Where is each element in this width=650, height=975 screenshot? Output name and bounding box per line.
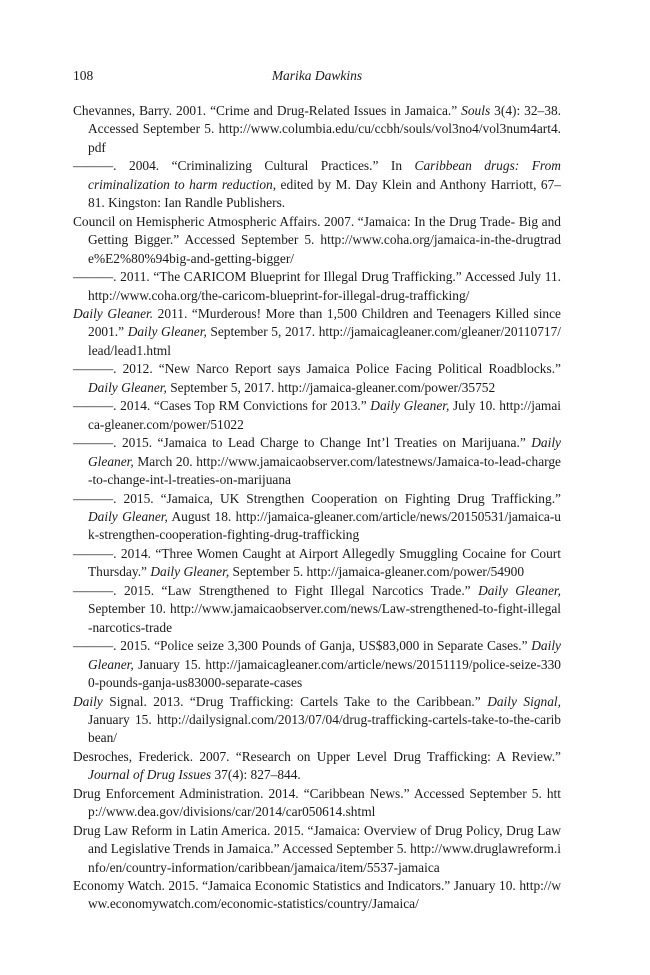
reference-url: http://jamaica-gleaner.com/power/35752 xyxy=(277,379,496,395)
reference-italic-text: Daily Gleaner, xyxy=(88,435,561,469)
reference-url: http://jamaica-gleaner.com/article/news/20150531/jamaica-uk-strengthen-cooperation-fighting-drug-trafficking xyxy=(88,508,561,543)
reference-text: ———. 2015. “Jamaica, UK Strengthen Cooperation on Fighting Drug Trafficking.” xyxy=(73,490,561,506)
reference-italic-text: Daily Gleaner, xyxy=(478,582,561,598)
reference-text: September 5, 2017. xyxy=(166,379,278,395)
reference-italic-text: Daily Gleaner, xyxy=(88,379,167,395)
reference-text: Desroches, Frederick. 2007. “Research on Upper Level Drug Trafficking: A Review.” xyxy=(73,748,561,764)
reference-text: ———. 2011. “The CARICOM Blueprint for Illegal Drug Trafficking.” Accessed July 11. xyxy=(73,269,561,285)
reference-text: January 15. xyxy=(88,711,158,727)
reference-text: Chevannes, Barry. 2001. “Crime and Drug-Related Issues in Jamaica.” xyxy=(73,103,462,118)
reference-entry xyxy=(73,822,561,877)
reference-url: http://www.coha.org/the-caricom-blueprint-for-illegal-drug-trafficking/ xyxy=(88,287,470,303)
page-header xyxy=(73,68,561,88)
reference-text: July 10. xyxy=(449,398,500,414)
reference-italic-text: Souls xyxy=(461,103,491,118)
reference-italic-text: Daily Gleaner, xyxy=(88,508,168,524)
reference-text: September 5, 2017. xyxy=(206,324,319,340)
reference-text: January 15. xyxy=(133,656,206,672)
reference-url: http://jamaicagleaner.com/article/news/20151119/police-seize-3300-pounds-ganja-us83000-separate-cases xyxy=(88,656,561,691)
running-head: Marika Dawkins xyxy=(271,68,363,83)
reference-url: http://www.economywatch.com/economic-statistics/country/Jamaica/ xyxy=(88,878,561,912)
reference-italic-text: Journal of Drug Issues xyxy=(88,767,212,783)
reference-entry xyxy=(73,360,561,397)
reference-text: August 18. xyxy=(167,508,236,524)
reference-italic-text: Daily Gleaner, xyxy=(127,324,207,340)
reference-url: http://dailysignal.com/2013/07/04/drug-trafficking-cartels-take-to-the-caribbean/ xyxy=(88,711,561,746)
reference-entry xyxy=(73,785,561,822)
reference-text: September 10. xyxy=(88,601,170,617)
reference-text: 3(4): 32–38. Accessed September 5. xyxy=(88,103,561,137)
reference-text: edited by M. Day Klein and Anthony Harriott, 67–81. Kingston: Ian Randle Publishers. xyxy=(88,176,561,211)
reference-text: ———. 2015. “Police seize 3,300 Pounds of Ganja, US$83,000 in Separate Cases.” xyxy=(73,638,532,654)
reference-entry xyxy=(73,637,561,692)
reference-text: ———. 2015. “Law Strengthened to Fight Illegal Narcotics Trade.” xyxy=(73,582,479,598)
reference-entry xyxy=(73,748,561,785)
reference-entry xyxy=(73,545,561,582)
reference-url: http://www.druglawreform.info/en/country-information/caribbean/jamaica/item/5537-jamaica xyxy=(88,841,561,875)
reference-italic-text: Daily Gleaner, xyxy=(88,638,561,672)
reference-entry xyxy=(73,213,561,268)
reference-text: ———. 2004. “Criminalizing Cultural Practices.” In xyxy=(73,158,415,174)
reference-text: Council on Hemispheric Atmospheric Affairs. 2007. “Jamaica: In the Drug Trade- Big and Getting Bigger.” Accessed September 5. xyxy=(73,213,561,248)
reference-entry xyxy=(73,397,561,434)
reference-entry xyxy=(73,490,561,545)
reference-text: Drug Law Reform in Latin America. 2015. “Jamaica: Overview of Drug Policy, Drug Law and Legislative Trends in Jamaica.” Accessed September 5. xyxy=(73,822,561,857)
reference-text: Drug Enforcement Administration. 2014. “Caribbean News.” Accessed September 5. xyxy=(73,785,547,801)
reference-entry xyxy=(73,102,561,157)
reference-entry xyxy=(73,582,561,637)
reference-text: ———. 2014. “Cases Top RM Convictions for 2013.” xyxy=(73,398,371,414)
reference-url: http://www.columbia.edu/cu/ccbh/souls/vol3no4/vol3num4art4.pdf xyxy=(88,121,561,155)
reference-text: September 5. xyxy=(229,564,307,580)
reference-list xyxy=(73,102,561,914)
reference-url: http://www.jamaicaobserver.com/latestnews/Jamaica-to-lead-charge-to-change-int-l-treaties-on-marijuana xyxy=(88,453,561,488)
reference-url: http://www.dea.gov/divisions/car/2014/car050614.shtml xyxy=(88,785,561,820)
reference-entry xyxy=(73,268,561,305)
reference-entry xyxy=(73,877,561,914)
reference-url: http://www.jamaicaobserver.com/news/Law-strengthened-to-fight-illegal-narcotics-trade xyxy=(88,601,561,635)
reference-text: ———. 2015. “Jamaica to Lead Charge to Change Int’l Treaties on Marijuana.” xyxy=(73,435,532,451)
reference-entry xyxy=(73,693,561,748)
reference-italic-text: Daily Gleaner. xyxy=(73,305,154,321)
reference-entry xyxy=(73,305,561,360)
reference-text: Signal. 2013. “Drug Trafficking: Cartels Take to the Caribbean.” xyxy=(102,693,488,709)
reference-text: ———. 2012. “New Narco Report says Jamaica Police Facing Political Roadblocks.” xyxy=(73,361,561,377)
reference-text: Economy Watch. 2015. “Jamaica Economic Statistics and Indicators.” January 10. xyxy=(73,878,520,894)
reference-text: 37(4): 827–844. xyxy=(211,767,301,783)
reference-italic-text: Daily xyxy=(73,693,103,709)
reference-text: March 20. xyxy=(133,453,197,469)
reference-text: 2011. “Murderous! More than 1,500 Children and Teenagers Killed since 2001.” xyxy=(88,305,561,340)
page-number: 108 xyxy=(73,68,94,83)
reference-italic-text: Daily Gleaner, xyxy=(150,564,230,580)
reference-entry xyxy=(73,157,561,212)
reference-italic-text: Caribbean drugs: From criminalization to harm reduction, xyxy=(88,158,561,192)
reference-url: http://www.coha.org/jamaica-in-the-drugtrade%E2%80%94big-and-getting-bigger/ xyxy=(88,232,561,266)
reference-text: ———. 2014. “Three Women Caught at Airport Allegedly Smuggling Cocaine for Court Thursday.” xyxy=(73,545,561,580)
reference-url: http://jamaica-gleaner.com/power/51022 xyxy=(88,398,561,432)
reference-italic-text: Daily Gleaner, xyxy=(370,398,450,414)
reference-url: http://jamaicagleaner.com/gleaner/20110717/lead/lead1.html xyxy=(88,324,561,358)
reference-entry xyxy=(73,434,561,489)
reference-italic-text: Daily Signal, xyxy=(487,693,561,709)
reference-url: http://jamaica-gleaner.com/power/54900 xyxy=(306,564,525,580)
